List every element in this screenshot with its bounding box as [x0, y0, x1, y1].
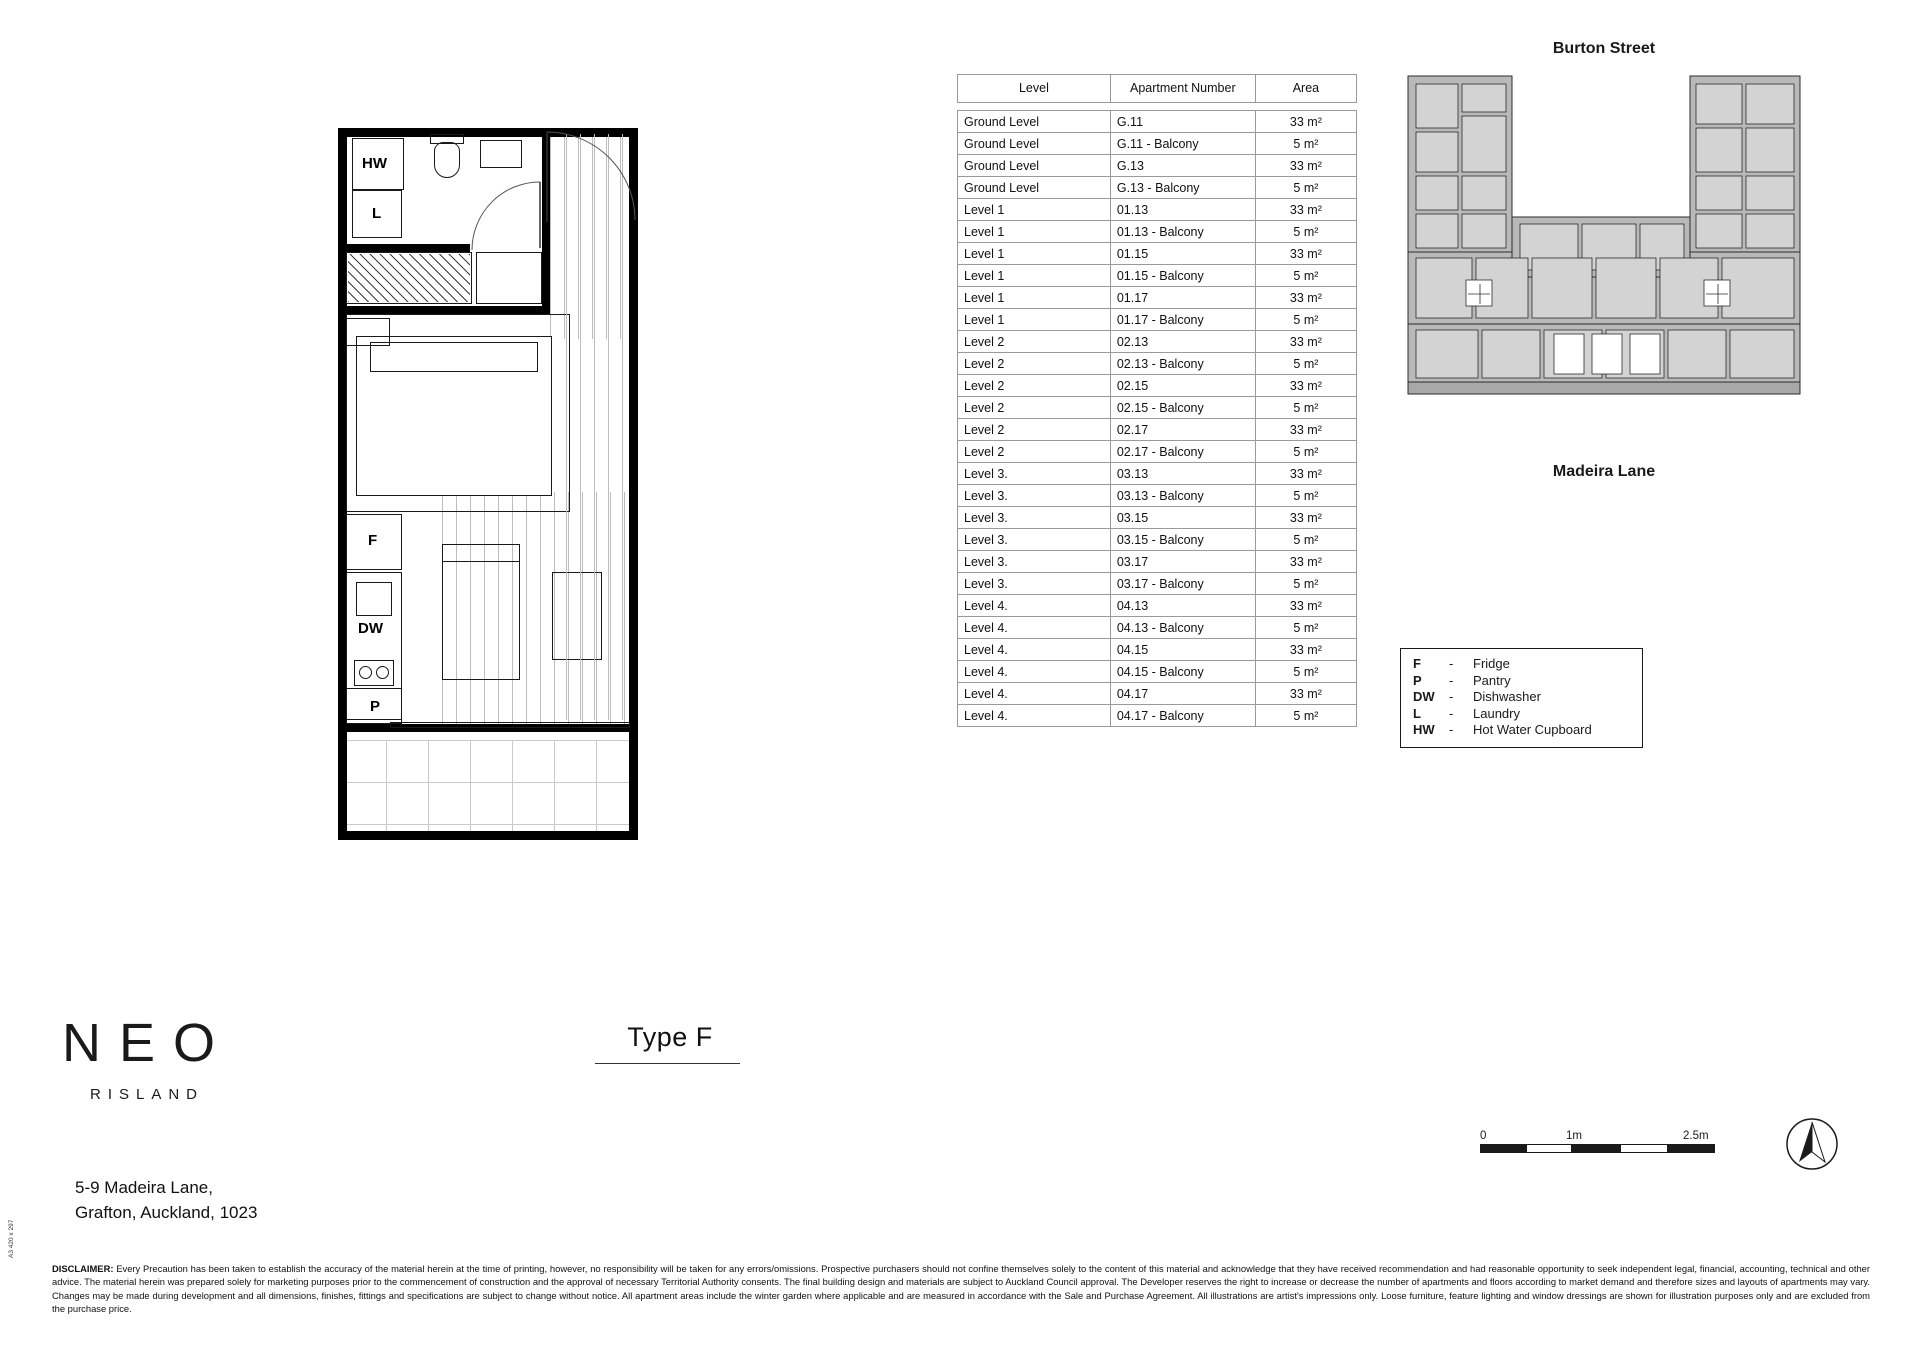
- cell-apartment-number: 03.15: [1110, 507, 1255, 529]
- column-header-apartment-number: Apartment Number: [1110, 75, 1255, 103]
- legend-dash: -: [1449, 672, 1454, 688]
- cell-area: 5 m²: [1255, 529, 1356, 551]
- cell-level: Level 4.: [958, 639, 1111, 661]
- cell-level: Level 1: [958, 287, 1111, 309]
- wall-bathroom-bottom: [338, 244, 470, 252]
- floor-plan: [330, 120, 730, 1000]
- cell-apartment-number: 04.17: [1110, 683, 1255, 705]
- cell-apartment-number: 01.17: [1110, 287, 1255, 309]
- cell-area: 5 m²: [1255, 441, 1356, 463]
- table-row: [958, 221, 1357, 243]
- address-line-2: Grafton, Auckland, 1023: [75, 1202, 258, 1222]
- table-row: [958, 661, 1357, 683]
- scale-bar-segment: [1526, 1144, 1572, 1153]
- cell-apartment-number: G.13: [1110, 155, 1255, 177]
- legend-full: Laundry: [1473, 705, 1520, 721]
- cooktop-burner-left: [359, 666, 372, 679]
- legend-abbr: P: [1413, 672, 1422, 688]
- table-row: [958, 133, 1357, 155]
- cell-area: 33 m²: [1255, 111, 1356, 133]
- table-row: [958, 265, 1357, 287]
- legend-full: Dishwasher: [1473, 689, 1541, 704]
- scale-bar-labels: [1480, 1130, 1730, 1144]
- table-row: [958, 639, 1357, 661]
- legend-row: [1413, 689, 1632, 706]
- table-spacer-row: [958, 103, 1357, 111]
- table-row: [958, 573, 1357, 595]
- cooktop-burner-right: [376, 666, 389, 679]
- table-row: [958, 705, 1357, 727]
- cell-level: Level 4.: [958, 705, 1111, 727]
- column-header-level: Level: [958, 75, 1111, 103]
- site-street-label-madeira-lane: Madeira Lane: [1552, 463, 1656, 480]
- fridge-label: F: [368, 532, 378, 549]
- wall-bottom: [338, 831, 638, 840]
- hot-water-cupboard-label: HW: [362, 155, 387, 172]
- scale-bar-segment: [1572, 1144, 1620, 1153]
- cell-level: Level 3.: [958, 529, 1111, 551]
- cell-level: Level 1: [958, 199, 1111, 221]
- disclaimer-label: DISCLAIMER:: [52, 1263, 114, 1274]
- north-arrow-icon: [1786, 1118, 1838, 1170]
- table-row: [958, 199, 1357, 221]
- table-header-row: [958, 75, 1357, 103]
- wall-wardrobe-top: [338, 250, 346, 310]
- cell-level: Level 2: [958, 441, 1111, 463]
- table-row: [958, 529, 1357, 551]
- plan-type-label: Type F: [627, 1022, 713, 1052]
- legend-dash: -: [1449, 656, 1454, 671]
- table-row: [958, 309, 1357, 331]
- legend-full: Fridge: [1473, 656, 1510, 671]
- table-row: [958, 111, 1357, 133]
- balcony-tiles: [344, 740, 636, 840]
- cell-area: 33 m²: [1255, 551, 1356, 573]
- plan-type-underline: [595, 1063, 740, 1064]
- schedule-body: [958, 103, 1357, 727]
- cell-apartment-number: G.11 - Balcony: [1110, 133, 1255, 155]
- cell-apartment-number: 04.13 - Balcony: [1110, 617, 1255, 639]
- cell-area: 5 m²: [1255, 617, 1356, 639]
- wardrobe-hatch: [348, 254, 470, 302]
- table-row: [958, 353, 1357, 375]
- sheet-size-code: A3 420 x 297: [8, 1219, 15, 1258]
- cell-apartment-number: 04.15: [1110, 639, 1255, 661]
- cell-apartment-number: 03.13: [1110, 463, 1255, 485]
- sofa: [442, 544, 520, 680]
- scale-label-two-point-five-metres: 2.5m: [1683, 1130, 1709, 1142]
- cell-apartment-number: 01.13 - Balcony: [1110, 221, 1255, 243]
- legend-full: Hot Water Cupboard: [1473, 722, 1592, 737]
- cell-area: 5 m²: [1255, 265, 1356, 287]
- column-header-area: Area: [1255, 75, 1356, 103]
- table-row: [958, 397, 1357, 419]
- cell-area: 33 m²: [1255, 507, 1356, 529]
- table-row: [958, 595, 1357, 617]
- legend-abbr: F: [1413, 656, 1421, 671]
- cell-apartment-number: 01.15 - Balcony: [1110, 265, 1255, 287]
- cell-level: Level 1: [958, 221, 1111, 243]
- kitchen-sink: [356, 582, 392, 616]
- cell-area: 5 m²: [1255, 397, 1356, 419]
- legend-abbr: L: [1413, 705, 1421, 721]
- cell-area: 5 m²: [1255, 485, 1356, 507]
- cell-area: 5 m²: [1255, 177, 1356, 199]
- cell-level: Level 4.: [958, 595, 1111, 617]
- cell-area: 33 m²: [1255, 243, 1356, 265]
- laundry-label: L: [372, 205, 382, 222]
- entry-cupboard: [476, 252, 542, 304]
- legend-full: Pantry: [1473, 672, 1511, 688]
- cell-level: Level 3.: [958, 573, 1111, 595]
- scale-label-one-metre: 1m: [1566, 1130, 1582, 1142]
- toilet: [434, 142, 460, 178]
- sofa-back: [442, 544, 520, 562]
- cell-level: Level 2: [958, 397, 1111, 419]
- cell-apartment-number: 02.17: [1110, 419, 1255, 441]
- cell-apartment-number: 01.15: [1110, 243, 1255, 265]
- cell-area: 5 m²: [1255, 353, 1356, 375]
- apartment-schedule-table: [957, 74, 1357, 727]
- cell-level: Level 4.: [958, 683, 1111, 705]
- cell-level: Level 3.: [958, 485, 1111, 507]
- address-line-1: 5-9 Madeira Lane,: [75, 1178, 213, 1197]
- cell-area: 33 m²: [1255, 199, 1356, 221]
- cell-level: Level 4.: [958, 617, 1111, 639]
- cell-apartment-number: 04.15 - Balcony: [1110, 661, 1255, 683]
- cell-apartment-number: 04.17 - Balcony: [1110, 705, 1255, 727]
- scale-bar-segment: [1480, 1144, 1526, 1153]
- cell-apartment-number: 02.15: [1110, 375, 1255, 397]
- table-row: [958, 419, 1357, 441]
- legend-row: [1413, 673, 1632, 690]
- brand-logo-risland: RISLAND: [90, 1086, 205, 1103]
- cell-apartment-number: 02.13 - Balcony: [1110, 353, 1255, 375]
- legend-row: [1413, 656, 1632, 673]
- table-row: [958, 441, 1357, 463]
- cell-level: Level 2: [958, 419, 1111, 441]
- cell-apartment-number: 03.13 - Balcony: [1110, 485, 1255, 507]
- table-row: [958, 287, 1357, 309]
- legend-abbr: DW: [1413, 689, 1435, 704]
- table-row: [958, 243, 1357, 265]
- table-row: [958, 485, 1357, 507]
- cell-apartment-number: G.11: [1110, 111, 1255, 133]
- brand-logo-neo: NEO: [62, 1013, 234, 1073]
- cell-level: Level 3.: [958, 463, 1111, 485]
- legend-dash: -: [1449, 722, 1454, 737]
- table-row: [958, 177, 1357, 199]
- cell-area: 33 m²: [1255, 595, 1356, 617]
- scale-bar-ticks: [1480, 1144, 1730, 1158]
- cell-level: Level 1: [958, 309, 1111, 331]
- scale-bar-segment: [1620, 1144, 1668, 1153]
- cell-apartment-number: 01.13: [1110, 199, 1255, 221]
- cell-area: 5 m²: [1255, 133, 1356, 155]
- table-row: [958, 463, 1357, 485]
- legend-dash: -: [1449, 705, 1454, 721]
- cell-level: Level 3.: [958, 551, 1111, 573]
- cell-apartment-number: 02.15 - Balcony: [1110, 397, 1255, 419]
- dishwasher-label: DW: [358, 620, 383, 637]
- cell-area: 33 m²: [1255, 639, 1356, 661]
- cell-area: 33 m²: [1255, 375, 1356, 397]
- table-row: [958, 551, 1357, 573]
- wall-bathroom-lower: [338, 306, 550, 314]
- cell-level: Ground Level: [958, 111, 1111, 133]
- disclaimer-body: Every Precaution has been taken to establish the accuracy of the material herein at the time of printing, however, no responsibility will be taken for any errors/omissions. Prospective purchasers should not confine themselves solely to the content of this material and acknowledge that they have received recommendation and had reasonable opportunity to seek independent legal, financial, accounting, technical and other advice. The material herein was prepared solely for marketing purposes prior to the commencement of construction and the approval of necessary Territorial Authority consents. The final building design and materials are subject to Auckland Council approval. The Developer reserves the right to increase or decrease the number of apartments and floors according to market demand and therefore sizes and layouts of apartments may vary. Changes may be made during development and all dimensions, finishes, fittings and specifications are subject to change without notice. All apartment areas include the winter garden where applicable and are measured in accordance with the Sale and Purchase Agreement. All illustrations are artist's impressions only. Loose furniture, feature lighting and window dressings are shown for illustration purposes only and are excluded from the purchase price.: [52, 1263, 1870, 1315]
- table-row: [958, 683, 1357, 705]
- cell-area: 5 m²: [1255, 661, 1356, 683]
- wc-cistern: [430, 134, 464, 144]
- legend-dash: -: [1449, 689, 1454, 704]
- cell-level: Level 1: [958, 243, 1111, 265]
- legend-abbr: HW: [1413, 722, 1435, 737]
- cell-area: 33 m²: [1255, 331, 1356, 353]
- site-street-label-burton-street: Burton Street: [1552, 40, 1656, 57]
- cell-area: 33 m²: [1255, 463, 1356, 485]
- cell-apartment-number: 04.13: [1110, 595, 1255, 617]
- table-row: [958, 375, 1357, 397]
- balcony-balustrade: [390, 722, 630, 728]
- bathroom-door-swing: [470, 180, 542, 252]
- cell-level: Level 3.: [958, 507, 1111, 529]
- cell-area: 5 m²: [1255, 573, 1356, 595]
- cell-apartment-number: 03.15 - Balcony: [1110, 529, 1255, 551]
- table-row: [958, 331, 1357, 353]
- cell-apartment-number: 03.17 - Balcony: [1110, 573, 1255, 595]
- abbreviation-key: [1400, 648, 1643, 748]
- table-row: [958, 617, 1357, 639]
- cell-apartment-number: 03.17: [1110, 551, 1255, 573]
- cell-level: Level 4.: [958, 661, 1111, 683]
- project-address: [75, 1176, 257, 1225]
- scale-label-zero: 0: [1480, 1130, 1487, 1142]
- cell-apartment-number: 02.13: [1110, 331, 1255, 353]
- cell-area: 33 m²: [1255, 419, 1356, 441]
- cell-level: Ground Level: [958, 133, 1111, 155]
- cell-area: 5 m²: [1255, 221, 1356, 243]
- cell-level: Ground Level: [958, 177, 1111, 199]
- legend-row: [1413, 722, 1632, 739]
- cell-area: 5 m²: [1255, 309, 1356, 331]
- site-plan-key-diagram: [1404, 72, 1804, 467]
- cell-apartment-number: G.13 - Balcony: [1110, 177, 1255, 199]
- cell-level: Level 2: [958, 331, 1111, 353]
- table-row: [958, 507, 1357, 529]
- cell-area: 33 m²: [1255, 155, 1356, 177]
- brand-logo: [62, 1012, 322, 1103]
- cell-area: 33 m²: [1255, 287, 1356, 309]
- cell-level: Level 1: [958, 265, 1111, 287]
- cell-level: Level 2: [958, 375, 1111, 397]
- cell-apartment-number: 01.17 - Balcony: [1110, 309, 1255, 331]
- cell-level: Ground Level: [958, 155, 1111, 177]
- pantry-label: P: [370, 698, 381, 715]
- legend-row: [1413, 706, 1632, 723]
- scale-bar-segment: [1668, 1144, 1715, 1153]
- cell-level: Level 2: [958, 353, 1111, 375]
- disclaimer-text: [52, 1262, 1870, 1315]
- cell-apartment-number: 02.17 - Balcony: [1110, 441, 1255, 463]
- vanity-basin: [480, 140, 522, 168]
- cell-area: 33 m²: [1255, 683, 1356, 705]
- scale-bar: [1480, 1130, 1730, 1158]
- entry-door-swing: [545, 130, 637, 228]
- table-row: [958, 155, 1357, 177]
- cell-area: 5 m²: [1255, 705, 1356, 727]
- bedroom-zone: [346, 314, 570, 512]
